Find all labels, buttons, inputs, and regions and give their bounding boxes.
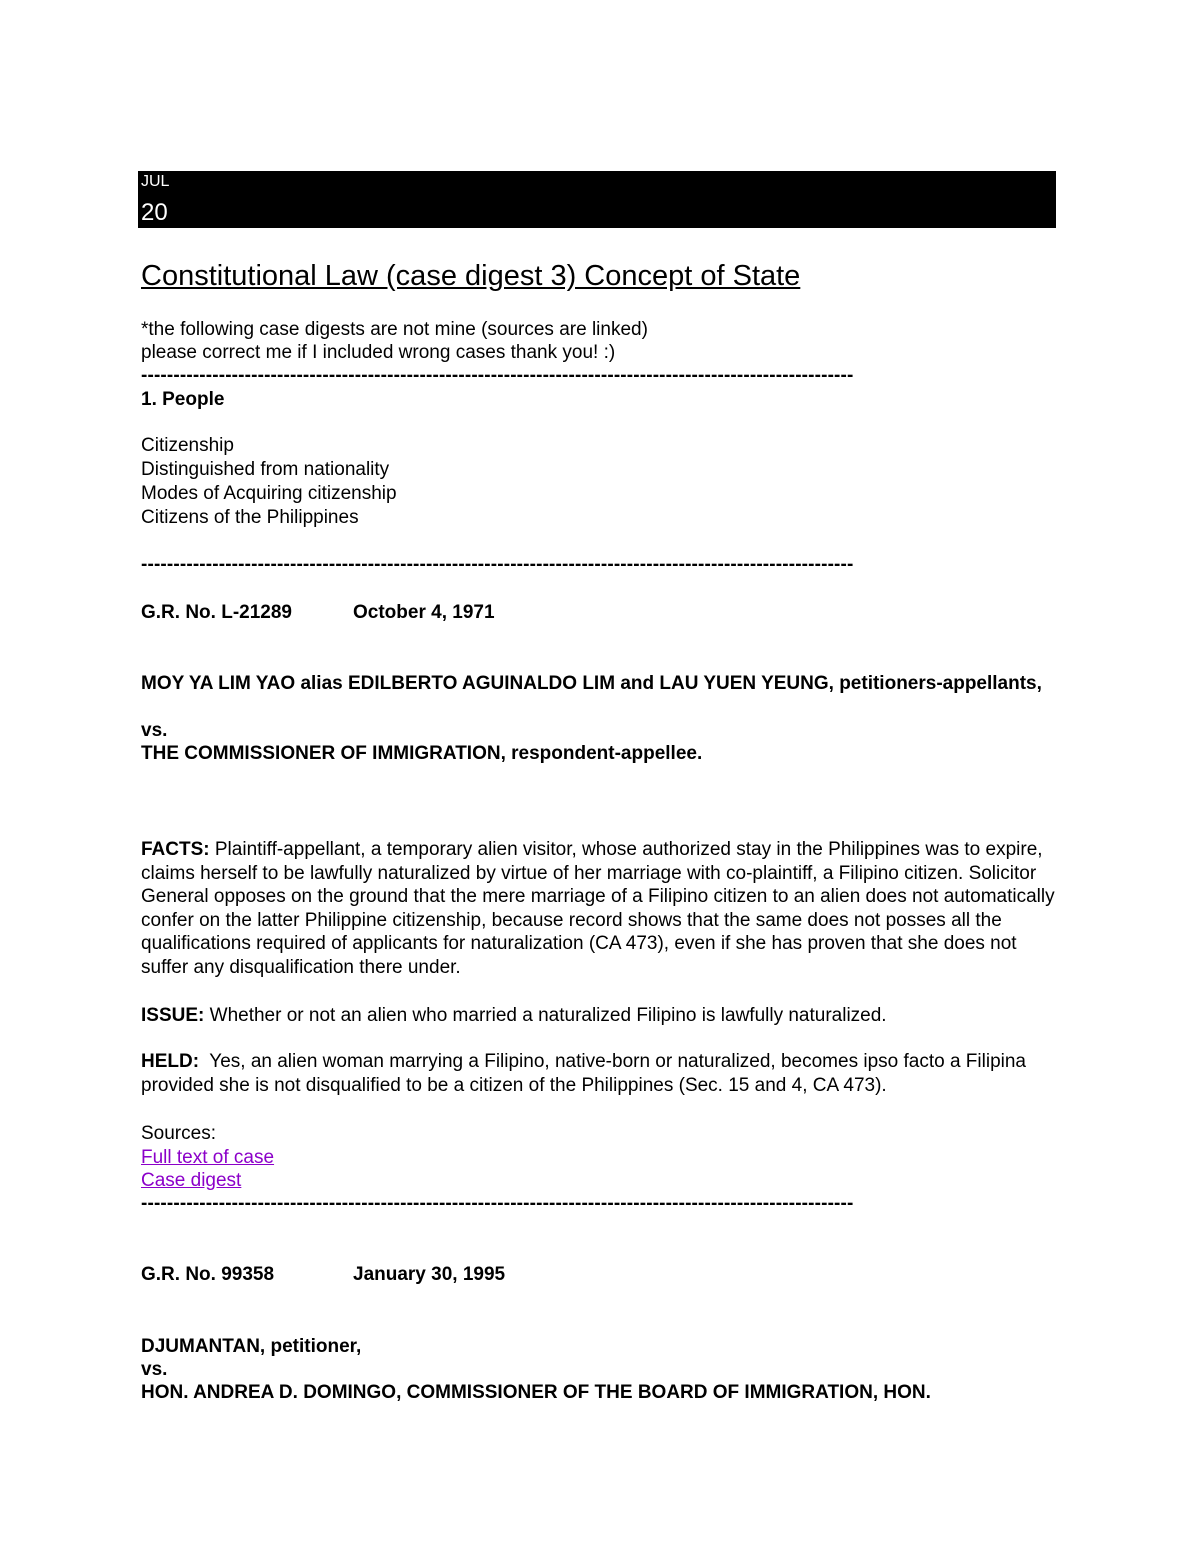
case1-gr-number: G.R. No. L-21289 <box>141 602 292 623</box>
case1-issue <box>141 1004 1061 1028</box>
section-heading: 1. People <box>141 389 225 410</box>
facts-label: FACTS: <box>141 839 210 860</box>
full-text-link[interactable]: Full text of case <box>141 1147 275 1168</box>
post-date-day: 20 <box>141 199 168 226</box>
post-date-month: JUL <box>141 173 170 190</box>
issue-label: ISSUE: <box>141 1005 205 1026</box>
post-date-bar <box>138 171 1056 228</box>
topic-item: Distinguished from nationality <box>141 459 390 480</box>
separator: -------------------------------------------------------------------------------------------------------------- <box>141 554 854 575</box>
case1-facts <box>141 838 1061 979</box>
separator: -------------------------------------------------------------------------------------------------------------- <box>141 1193 854 1214</box>
case2-date: January 30, 1995 <box>353 1264 506 1285</box>
separator: -------------------------------------------------------------------------------------------------------------- <box>141 365 854 386</box>
case2-respondent: HON. ANDREA D. DOMINGO, COMMISSIONER OF THE BOARD OF IMMIGRATION, HON. <box>141 1382 931 1403</box>
case1-header <box>141 601 495 625</box>
held-label: HELD: <box>141 1051 200 1072</box>
case1-vs: vs. <box>141 720 168 741</box>
case1-petitioners: MOY YA LIM YAO alias EDILBERTO AGUINALDO LIM and LAU YUEN YEUNG, petitioners-appellants, <box>141 673 1042 694</box>
case1-held <box>141 1050 1061 1097</box>
topic-item: Citizenship <box>141 435 234 456</box>
case2-vs: vs. <box>141 1359 168 1380</box>
held-text: Yes, an alien woman marrying a Filipino, native-born or naturalized, becomes ipso facto a Filipina provided she is not disqualified to be a citizen of the Philippines (Sec. 15 and 4, CA 473). <box>141 1051 1032 1096</box>
case1-date: October 4, 1971 <box>353 602 495 623</box>
issue-text: Whether or not an alien who married a naturalized Filipino is lawfully naturalized. <box>204 1005 887 1026</box>
intro-line-2: please correct me if I included wrong cases thank you! :) <box>141 342 616 363</box>
case2-header <box>141 1263 505 1287</box>
post-title[interactable]: Constitutional Law (case digest 3) Concept of State <box>141 260 801 292</box>
case-digest-link[interactable]: Case digest <box>141 1170 242 1191</box>
case1-respondent: THE COMMISSIONER OF IMMIGRATION, respondent-appellee. <box>141 743 703 764</box>
case2-petitioner: DJUMANTAN, petitioner, <box>141 1336 362 1357</box>
case2-gr-number: G.R. No. 99358 <box>141 1264 275 1285</box>
sources-label: Sources: <box>141 1123 216 1144</box>
topic-item: Citizens of the Philippines <box>141 507 359 528</box>
topic-item: Modes of Acquiring citizenship <box>141 483 397 504</box>
facts-text: Plaintiff-appellant, a temporary alien visitor, whose authorized stay in the Philippines was to expire, claims herself to be lawfully naturalized by virtue of her marriage with co-plaintiff, a Filipino citizen. Solicitor General opposes on the ground that the mere marriage of a Filipino citizen to an alien does not automatically confer on the latter Philippine citizenship, because record shows that the same does not posses all the qualifications required of applicants for naturalization (CA 473), even if she has proven that she does not suffer any disqualification there under. <box>141 839 1055 978</box>
intro-line-1: *the following case digests are not mine (sources are linked) <box>141 319 648 340</box>
